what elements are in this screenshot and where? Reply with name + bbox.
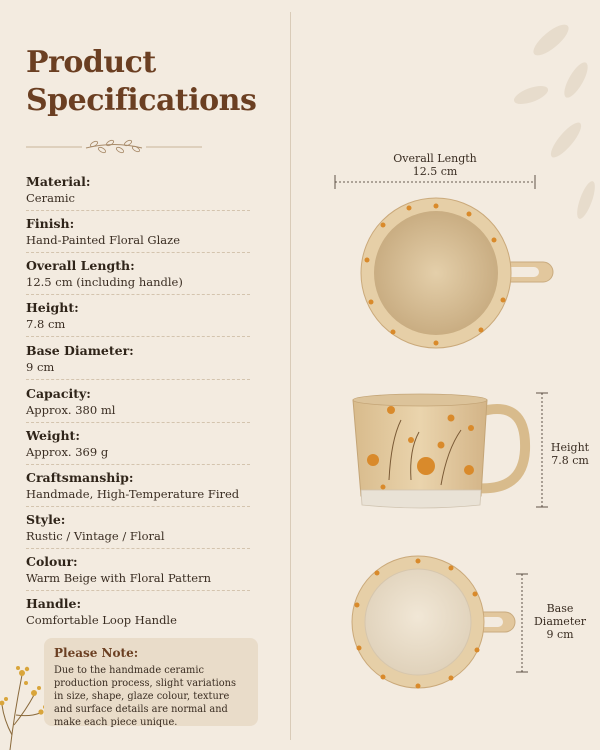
spec-base-diameter: Base Diameter: 9 cm <box>26 343 250 380</box>
spec-material: Material: Ceramic <box>26 174 250 211</box>
wildflower-sprig-icon <box>0 655 50 750</box>
spec-colour: Colour: Warm Beige with Floral Pattern <box>26 554 250 591</box>
mug-side-view <box>353 394 525 508</box>
spec-style: Style: Rustic / Vintage / Floral <box>26 512 250 549</box>
spec-finish: Finish: Hand-Painted Floral Glaze <box>26 216 250 253</box>
please-note-box: Please Note: Due to the handmade ceramic production process, slight variations in size, shape, glaze colour, texture and surface details are normal and make each piece unique. <box>44 638 258 726</box>
spec-overall-length: Overall Length: 12.5 cm (including handle) <box>26 258 250 295</box>
page-title: Product Specifications <box>26 45 257 118</box>
spec-panel <box>0 0 290 750</box>
spec-handle: Handle: Comfortable Loop Handle <box>26 596 177 627</box>
base-annotation: Base Diameter 9 cm <box>533 602 587 641</box>
spec-craftsmanship: Craftsmanship: Handmade, High-Temperature Fired <box>26 470 250 507</box>
height-annotation: Height 7.8 cm <box>550 441 590 467</box>
spec-height: Height: 7.8 cm <box>26 300 250 337</box>
length-annotation: Overall Length 12.5 cm <box>393 152 477 178</box>
leaf-ornament-icon <box>26 135 256 159</box>
leaf-shadow-icon <box>512 20 599 221</box>
diagram-panel <box>291 0 600 750</box>
spec-weight: Weight: Approx. 369 g <box>26 428 250 465</box>
mug-top-view <box>361 198 553 348</box>
mug-bottom-view <box>352 556 515 689</box>
spec-capacity: Capacity: Approx. 380 ml <box>26 386 250 423</box>
